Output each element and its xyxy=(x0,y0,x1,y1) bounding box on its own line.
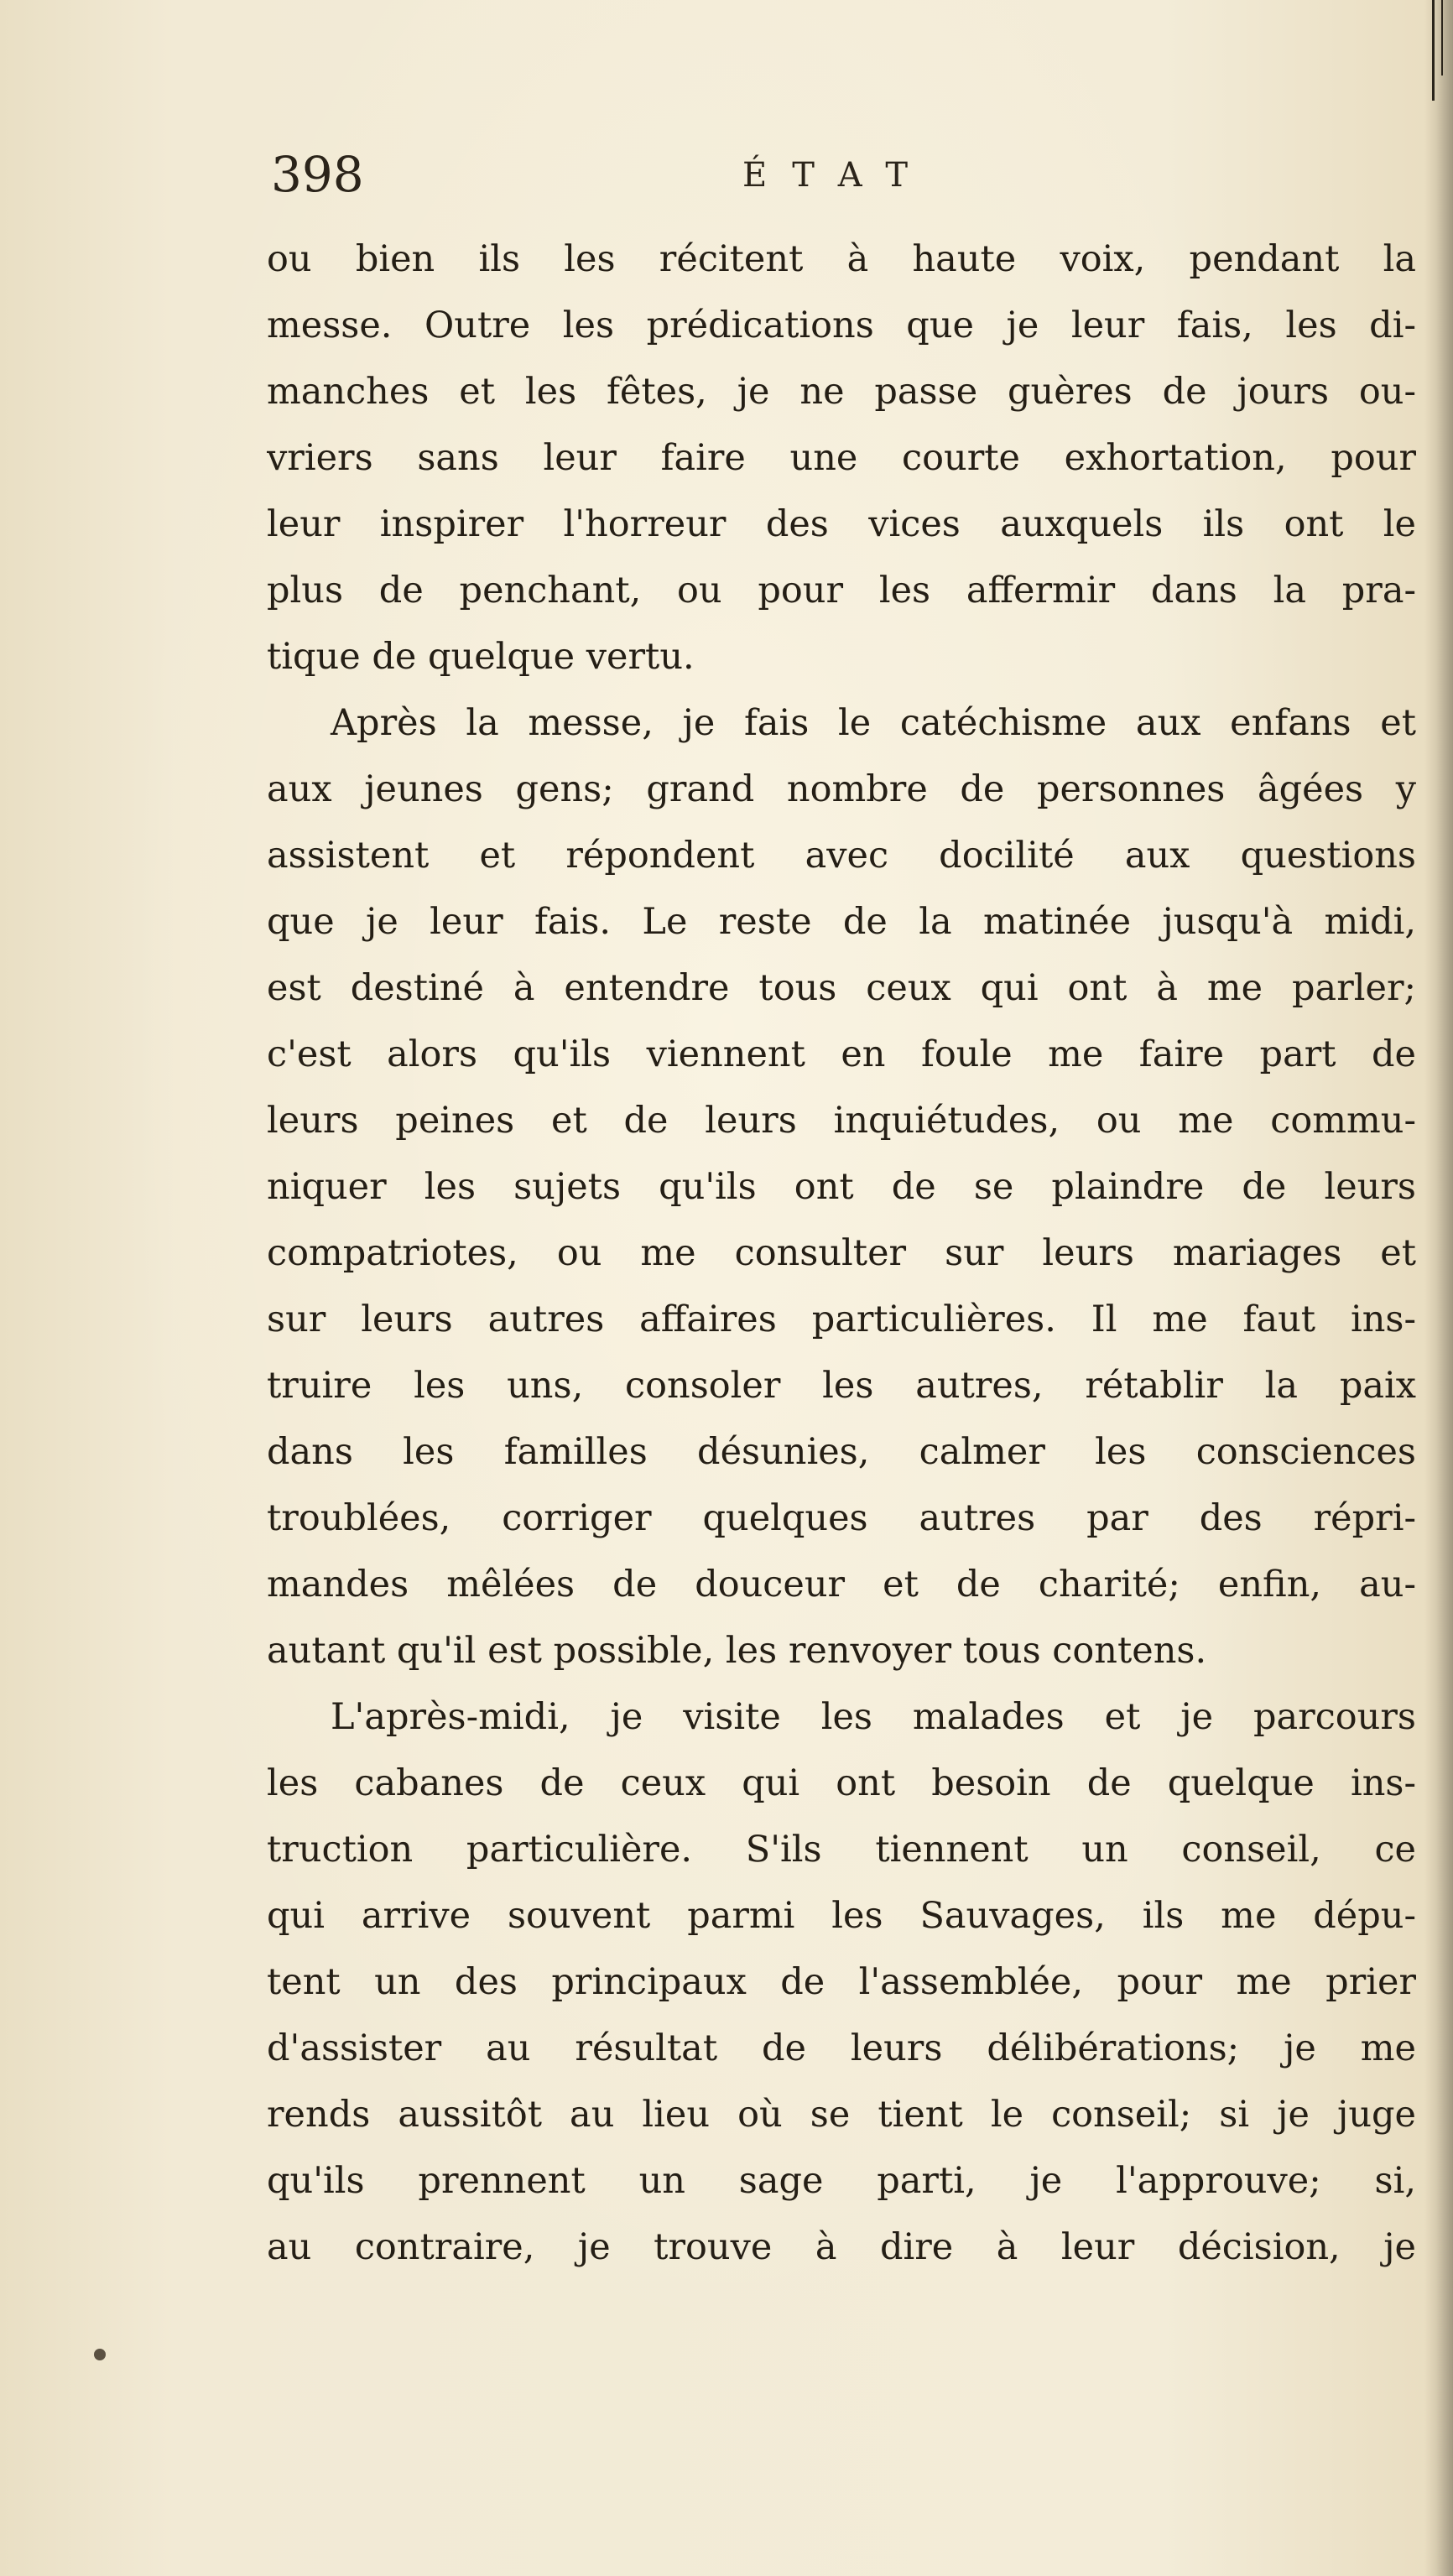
text-line: au contraire, je trouve à dire à leur décision, je xyxy=(267,2226,1416,2268)
page-edge-shadow xyxy=(1424,0,1453,2576)
page-number: 398 xyxy=(271,146,364,203)
text-line: leurs peines et de leurs inquiétudes, ou me commu- xyxy=(267,1100,1416,1142)
paper-speck xyxy=(94,2349,106,2360)
text-line: mandes mêlées de douceur et de charité; enfin, au- xyxy=(267,1564,1416,1605)
text-line: vriers sans leur faire une courte exhortation, pour xyxy=(267,437,1416,479)
text-line: compatriotes, ou me consulter sur leurs mariages et xyxy=(267,1232,1416,1274)
binding-edge-line xyxy=(1432,0,1435,101)
text-line: sur leurs autres affaires particulières. Il me faut ins- xyxy=(267,1298,1416,1340)
text-line: Après la messe, je fais le catéchisme aux enfans et xyxy=(331,702,1416,744)
body-text xyxy=(267,226,1416,2281)
text-line: que je leur fais. Le reste de la matinée jusqu'à midi, xyxy=(267,901,1416,943)
text-line: est destiné à entendre tous ceux qui ont à me parler; xyxy=(267,967,1416,1009)
running-head xyxy=(271,141,1429,208)
text-line: rends aussitôt au lieu où se tient le conseil; si je juge xyxy=(267,2094,1416,2136)
text-line: ou bien ils les récitent à haute voix, pendant la xyxy=(267,238,1416,280)
text-line: tent un des principaux de l'assemblée, pour me prier xyxy=(267,1961,1416,2003)
text-line: aux jeunes gens; grand nombre de personnes âgées y xyxy=(267,768,1416,810)
text-line: tique de quelque vertu. xyxy=(267,636,695,678)
text-line: plus de penchant, ou pour les affermir dans la pra- xyxy=(267,570,1416,611)
text-line: dans les familles désunies, calmer les consciences xyxy=(267,1431,1416,1473)
text-line: niquer les sujets qu'ils ont de se plaindre de leurs xyxy=(267,1166,1416,1208)
text-line: d'assister au résultat de leurs délibérations; je me xyxy=(267,2027,1416,2069)
text-line: truire les uns, consoler les autres, rétablir la paix xyxy=(267,1365,1416,1407)
text-line: qu'ils prennent un sage parti, je l'approuve; si, xyxy=(267,2160,1416,2202)
text-line: messe. Outre les prédications que je leur fais, les di- xyxy=(267,304,1416,346)
text-line: truction particulière. S'ils tiennent un conseil, ce xyxy=(267,1829,1416,1871)
text-line: manches et les fêtes, je ne passe guères de jours ou- xyxy=(267,371,1416,413)
text-line: autant qu'il est possible, les renvoyer tous contens. xyxy=(267,1630,1207,1672)
text-line: leur inspirer l'horreur des vices auxquels ils ont le xyxy=(267,503,1416,545)
text-line: qui arrive souvent parmi les Sauvages, ils me dépu- xyxy=(267,1895,1416,1937)
text-line: L'après-midi, je visite les malades et je parcours xyxy=(331,1696,1416,1738)
text-line: assistent et répondent avec docilité aux questions xyxy=(267,835,1416,877)
text-line: les cabanes de ceux qui ont besoin de quelque ins- xyxy=(267,1762,1416,1804)
running-title: ÉTAT xyxy=(742,156,934,195)
binding-edge-line xyxy=(1441,0,1443,75)
text-line: c'est alors qu'ils viennent en foule me faire part de xyxy=(267,1033,1416,1075)
text-line: troublées, corriger quelques autres par des répri- xyxy=(267,1497,1416,1539)
